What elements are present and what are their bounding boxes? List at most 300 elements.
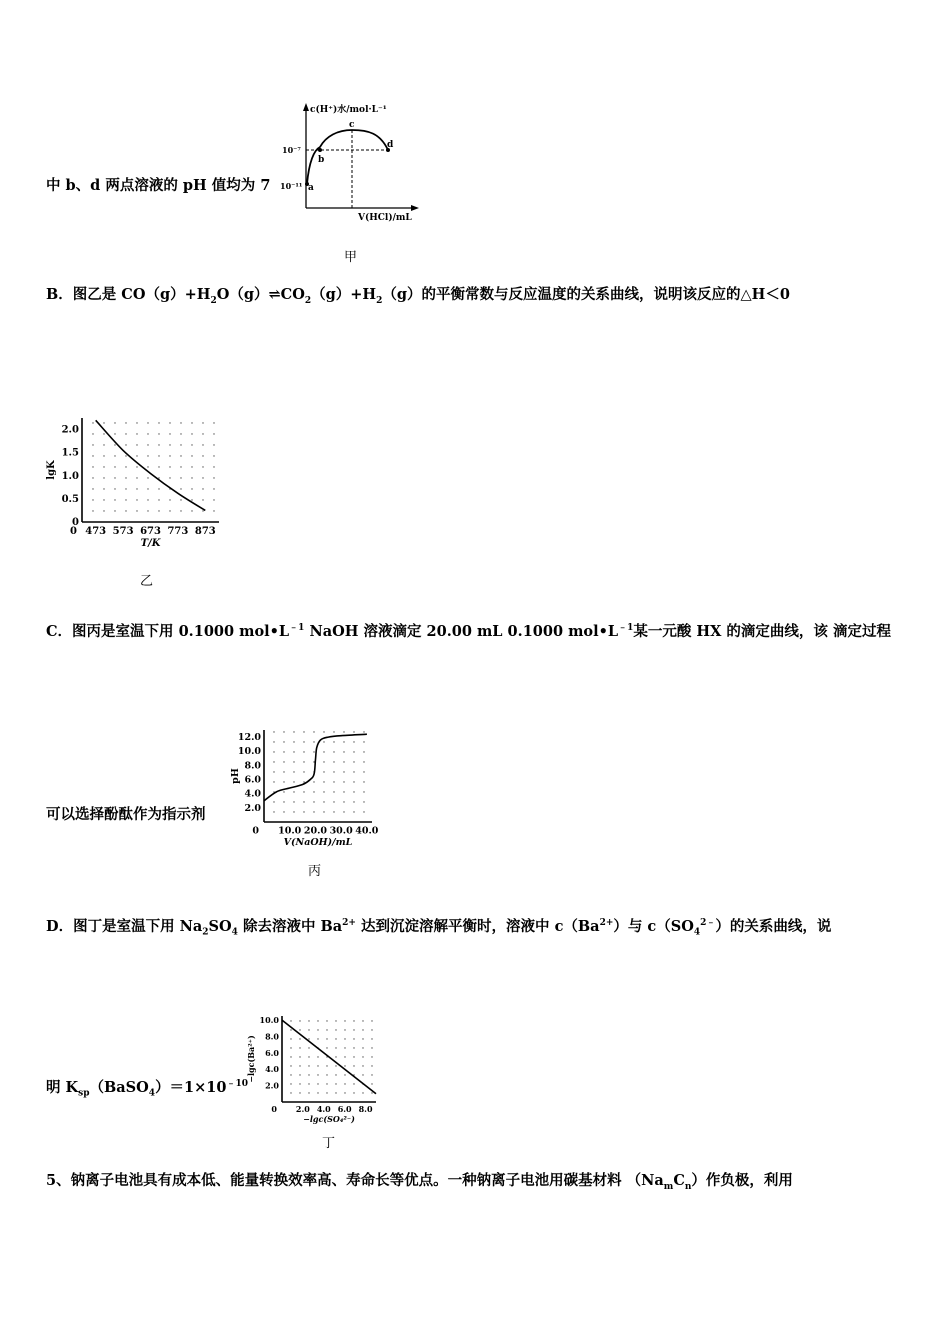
option-d-part: 达到沉淀溶解平衡时，溶液中 c（Ba: [355, 917, 600, 935]
grid-dot: [363, 781, 364, 782]
grid-dot: [299, 1083, 300, 1084]
grid-dot: [299, 1020, 300, 1021]
jia-ylabel: c(H⁺)水/mol·L⁻¹: [310, 105, 387, 115]
grid-dot: [308, 1065, 309, 1066]
grid-dot: [158, 455, 159, 456]
grid-dot: [317, 1074, 318, 1075]
grid-dot: [317, 1038, 318, 1039]
grid-dot: [343, 751, 344, 752]
grid-dot: [308, 1092, 309, 1093]
option-a-text: 中 b、d 两点溶液的 pH 值均为 7: [46, 177, 271, 194]
grid-dot: [114, 488, 115, 489]
grid-dot: [273, 761, 274, 762]
x-tick-label: 573: [112, 526, 134, 537]
grid-dot: [362, 1092, 363, 1093]
grid-dot: [103, 488, 104, 489]
grid-dot: [353, 731, 354, 732]
grid-dot: [103, 422, 104, 423]
option-d-sub: 4: [693, 927, 701, 938]
option-d-sub: 4: [231, 927, 238, 938]
figure-yi-svg: [44, 410, 234, 555]
option-b-part: B．图乙是 CO（g）+H: [46, 286, 211, 303]
grid-dot: [317, 1083, 318, 1084]
grid-dot: [147, 455, 148, 456]
grid-dot: [273, 781, 274, 782]
grid-dot: [114, 499, 115, 500]
grid-dot: [363, 761, 364, 762]
grid-dot: [290, 1056, 291, 1057]
grid-dot: [293, 741, 294, 742]
option-c-text-2: 可以选择酚酞作为指示剂: [46, 806, 206, 823]
grid-dot: [293, 761, 294, 762]
grid-dot: [180, 422, 181, 423]
grid-dot: [180, 499, 181, 500]
grid-dot: [343, 801, 344, 802]
option-d-sub: sp: [78, 1088, 90, 1099]
option-d-part: ）＝1×10: [155, 1078, 227, 1096]
jia-label-b: b: [318, 155, 325, 165]
grid-dot: [333, 731, 334, 732]
grid-dot: [317, 1029, 318, 1030]
y-tick-label: 2.0: [61, 424, 79, 436]
option-d-sup: 2+: [342, 918, 356, 928]
option-d-text: [46, 913, 831, 943]
x-tick-label: 773: [167, 526, 189, 537]
caption-yi: 乙: [140, 574, 154, 589]
grid-dot: [191, 510, 192, 511]
grid-dot: [92, 466, 93, 467]
x-axis-label: T/K: [140, 538, 161, 549]
question-5-part: ）作负极，利用: [691, 1172, 793, 1189]
grid-dot: [158, 444, 159, 445]
grid-dot: [299, 1029, 300, 1030]
grid-dot: [362, 1029, 363, 1030]
grid-dot: [308, 1047, 309, 1048]
y-tick-label: 1.0: [61, 470, 79, 482]
grid-dot: [103, 499, 104, 500]
grid-dot: [363, 771, 364, 772]
y-axis-label: −lgc(Ba²⁺): [246, 1035, 256, 1083]
grid-dot: [290, 1020, 291, 1021]
figure-bing: [232, 722, 392, 857]
grid-dot: [103, 477, 104, 478]
option-b-part: （g）+H: [311, 286, 377, 303]
grid-dot: [103, 466, 104, 467]
grid-dot: [158, 499, 159, 500]
grid-dot: [103, 433, 104, 434]
y-tick-label: 1.5: [61, 447, 79, 459]
grid-dot: [283, 801, 284, 802]
grid-dot: [92, 433, 93, 434]
origin-label: 0: [252, 825, 259, 837]
grid-dot: [317, 1020, 318, 1021]
grid-dot: [303, 751, 304, 752]
option-c-part: 某一元酸 HX 的滴定曲线，该 滴定过程: [633, 622, 891, 640]
grid-dot: [283, 751, 284, 752]
x-tick-label: 473: [85, 526, 107, 537]
grid-dot: [371, 1083, 372, 1084]
grid-dot: [125, 499, 126, 500]
grid-dot: [293, 791, 294, 792]
option-b-sub: 2: [304, 295, 312, 306]
grid-dot: [335, 1092, 336, 1093]
jia-xlabel: V(HCl)/mL: [358, 213, 412, 223]
grid-dot: [293, 731, 294, 732]
grid-dot: [191, 477, 192, 478]
x-axis-label: V(NaOH)/mL: [283, 837, 353, 848]
grid-dot: [180, 433, 181, 434]
jia-label-d: d: [387, 140, 394, 150]
x-tick-label: 10.0: [278, 825, 302, 837]
grid-dot: [363, 791, 364, 792]
grid-dot: [353, 1047, 354, 1048]
grid-dot: [169, 499, 170, 500]
grid-dot: [353, 1092, 354, 1093]
grid-dot: [335, 1056, 336, 1057]
grid-dot: [136, 488, 137, 489]
grid-dot: [343, 791, 344, 792]
grid-dot: [344, 1056, 345, 1057]
grid-dot: [299, 1065, 300, 1066]
data-curve: [282, 1020, 376, 1094]
question-5-text: [46, 1171, 793, 1197]
grid-dot: [290, 1047, 291, 1048]
grid-dot: [326, 1083, 327, 1084]
y-tick-label: 0.5: [61, 493, 79, 505]
grid-dot: [323, 771, 324, 772]
x-tick-label: 873: [194, 526, 216, 537]
y-tick-label: 6.0: [244, 774, 261, 786]
grid-dot: [344, 1065, 345, 1066]
jia-tick-1e7: 10⁻⁷: [282, 145, 301, 155]
caption-jia: 甲: [344, 250, 358, 265]
jia-y-arrow: [303, 103, 309, 111]
option-d-sub: 2: [202, 927, 209, 938]
grid-dot: [136, 499, 137, 500]
grid-dot: [114, 422, 115, 423]
data-curve: [264, 734, 367, 801]
option-d-part: ）与 c（SO: [613, 917, 694, 935]
grid-dot: [363, 801, 364, 802]
grid-dot: [303, 771, 304, 772]
jia-label-a: a: [308, 183, 314, 193]
grid-dot: [326, 1092, 327, 1093]
origin-label: 0: [271, 1104, 277, 1114]
option-d-sup: 2+: [599, 918, 614, 928]
grid-dot: [114, 466, 115, 467]
grid-dot: [326, 1047, 327, 1048]
grid-dot: [363, 751, 364, 752]
grid-dot: [169, 422, 170, 423]
y-tick-label: 2.0: [265, 1080, 279, 1091]
grid-dot: [147, 433, 148, 434]
grid-dot: [92, 499, 93, 500]
figure-jia-svg: [280, 100, 430, 230]
grid-dot: [283, 781, 284, 782]
x-tick-label: 6.0: [337, 1104, 352, 1114]
jia-point-b: [318, 148, 322, 152]
grid-dot: [125, 477, 126, 478]
grid-dot: [136, 433, 137, 434]
grid-dot: [158, 422, 159, 423]
grid-dot: [313, 731, 314, 732]
grid-dot: [191, 422, 192, 423]
grid-dot: [283, 811, 284, 812]
grid-dot: [343, 771, 344, 772]
option-d-sup: ﹣10: [226, 1079, 249, 1089]
figure-bing-svg: [232, 722, 392, 857]
data-curve: [96, 420, 206, 510]
option-d-sup: 2﹣: [700, 918, 716, 928]
grid-dot: [371, 1056, 372, 1057]
grid-dot: [213, 444, 214, 445]
figure-yi: [44, 410, 234, 555]
grid-dot: [290, 1074, 291, 1075]
grid-dot: [303, 801, 304, 802]
grid-dot: [308, 1029, 309, 1030]
grid-dot: [147, 444, 148, 445]
grid-dot: [169, 477, 170, 478]
grid-dot: [343, 761, 344, 762]
grid-dot: [333, 771, 334, 772]
grid-dot: [169, 433, 170, 434]
grid-dot: [353, 1083, 354, 1084]
grid-dot: [362, 1047, 363, 1048]
grid-dot: [335, 1083, 336, 1084]
grid-dot: [136, 455, 137, 456]
option-d-sub: 4: [148, 1088, 156, 1099]
grid-dot: [114, 455, 115, 456]
grid-dot: [299, 1056, 300, 1057]
grid-dot: [293, 781, 294, 782]
grid-dot: [273, 741, 274, 742]
grid-dot: [125, 510, 126, 511]
grid-dot: [92, 444, 93, 445]
grid-dot: [333, 741, 334, 742]
grid-dot: [273, 801, 274, 802]
grid-dot: [125, 422, 126, 423]
grid-dot: [308, 1056, 309, 1057]
grid-dot: [343, 811, 344, 812]
x-tick-label: 2.0: [295, 1104, 310, 1114]
x-axis-label: −lgc(SO₄²⁻): [303, 1114, 355, 1124]
grid-dot: [335, 1074, 336, 1075]
grid-dot: [283, 731, 284, 732]
grid-dot: [299, 1038, 300, 1039]
grid-dot: [136, 477, 137, 478]
grid-dot: [191, 455, 192, 456]
grid-dot: [202, 444, 203, 445]
option-d-part: D．图丁是室温下用 Na: [46, 917, 203, 935]
grid-dot: [114, 433, 115, 434]
grid-dot: [125, 444, 126, 445]
grid-dot: [92, 510, 93, 511]
grid-dot: [333, 751, 334, 752]
grid-dot: [333, 801, 334, 802]
grid-dot: [125, 488, 126, 489]
grid-dot: [317, 1092, 318, 1093]
grid-dot: [333, 781, 334, 782]
grid-dot: [180, 510, 181, 511]
grid-dot: [136, 510, 137, 511]
grid-dot: [326, 1074, 327, 1075]
grid-dot: [299, 1092, 300, 1093]
grid-dot: [362, 1074, 363, 1075]
grid-dot: [158, 466, 159, 467]
figure-ding: [244, 1010, 389, 1128]
grid-dot: [313, 751, 314, 752]
grid-dot: [313, 741, 314, 742]
grid-dot: [344, 1092, 345, 1093]
grid-dot: [273, 771, 274, 772]
grid-dot: [125, 466, 126, 467]
grid-dot: [158, 488, 159, 489]
grid-dot: [326, 1020, 327, 1021]
grid-dot: [191, 444, 192, 445]
option-c-sup: ﹣1: [618, 623, 634, 633]
x-tick-label: 4.0: [316, 1104, 331, 1114]
grid-dot: [213, 455, 214, 456]
caption-ding: 丁: [322, 1136, 336, 1151]
grid-dot: [125, 433, 126, 434]
grid-dot: [353, 1056, 354, 1057]
grid-dot: [344, 1020, 345, 1021]
grid-dot: [299, 1074, 300, 1075]
grid-dot: [344, 1083, 345, 1084]
grid-dot: [353, 801, 354, 802]
grid-dot: [362, 1056, 363, 1057]
grid-dot: [283, 761, 284, 762]
grid-dot: [103, 510, 104, 511]
grid-dot: [353, 791, 354, 792]
grid-dot: [136, 444, 137, 445]
grid-dot: [92, 422, 93, 423]
grid-dot: [299, 1047, 300, 1048]
grid-dot: [136, 466, 137, 467]
grid-dot: [191, 466, 192, 467]
grid-dot: [353, 1038, 354, 1039]
grid-dot: [323, 781, 324, 782]
grid-dot: [335, 1029, 336, 1030]
grid-dot: [273, 751, 274, 752]
grid-dot: [326, 1038, 327, 1039]
option-d-part: 除去溶液中 Ba: [237, 917, 343, 935]
figure-jia: [280, 100, 430, 230]
grid-dot: [353, 1020, 354, 1021]
x-tick-label: 8.0: [358, 1104, 373, 1114]
option-d-part: 明 K: [46, 1078, 79, 1096]
grid-dot: [371, 1074, 372, 1075]
grid-dot: [363, 731, 364, 732]
grid-dot: [333, 761, 334, 762]
grid-dot: [191, 433, 192, 434]
grid-dot: [136, 422, 137, 423]
grid-dot: [169, 466, 170, 467]
grid-dot: [308, 1020, 309, 1021]
option-b-part: （g）的平衡常数与反应温度的关系曲线，说明该反应的△H＜0: [382, 286, 790, 303]
y-axis-label: lgK: [46, 460, 57, 480]
grid-dot: [303, 761, 304, 762]
grid-dot: [169, 510, 170, 511]
grid-dot: [333, 811, 334, 812]
grid-dot: [362, 1038, 363, 1039]
grid-dot: [335, 1047, 336, 1048]
x-tick-label: 40.0: [355, 825, 379, 837]
grid-dot: [362, 1065, 363, 1066]
option-d-part: ）的关系曲线，说: [715, 917, 832, 935]
y-axis-label: pH: [230, 768, 241, 784]
grid-dot: [273, 731, 274, 732]
grid-dot: [147, 510, 148, 511]
grid-dot: [344, 1047, 345, 1048]
option-d-part: SO: [208, 917, 232, 935]
option-c-part: C．图丙是室温下用 0.1000 mol•L: [46, 622, 290, 640]
question-5-part: 5、钠离子电池具有成本低、能量转换效率高、寿命长等优点。一种钠离子电池用碳基材料 （Na: [46, 1172, 664, 1189]
grid-dot: [323, 741, 324, 742]
question-5-part: C: [673, 1172, 685, 1189]
grid-dot: [202, 477, 203, 478]
y-tick-label: 10.0: [259, 1015, 279, 1026]
grid-dot: [92, 477, 93, 478]
grid-dot: [371, 1020, 372, 1021]
grid-dot: [313, 811, 314, 812]
grid-dot: [180, 455, 181, 456]
grid-dot: [283, 771, 284, 772]
y-tick-label: 4.0: [244, 788, 261, 800]
grid-dot: [158, 433, 159, 434]
option-b-sub: 2: [210, 295, 217, 306]
grid-dot: [308, 1074, 309, 1075]
grid-dot: [303, 791, 304, 792]
grid-dot: [363, 741, 364, 742]
grid-dot: [283, 741, 284, 742]
jia-x-arrow: [411, 205, 419, 211]
grid-dot: [213, 510, 214, 511]
grid-dot: [103, 455, 104, 456]
grid-dot: [114, 510, 115, 511]
grid-dot: [335, 1065, 336, 1066]
grid-dot: [158, 477, 159, 478]
grid-dot: [335, 1020, 336, 1021]
grid-dot: [273, 811, 274, 812]
grid-dot: [323, 801, 324, 802]
grid-dot: [303, 781, 304, 782]
option-d-text-2: [46, 1074, 248, 1104]
grid-dot: [202, 455, 203, 456]
grid-dot: [353, 811, 354, 812]
grid-dot: [202, 488, 203, 489]
grid-dot: [303, 741, 304, 742]
grid-dot: [313, 791, 314, 792]
grid-dot: [353, 751, 354, 752]
grid-dot: [213, 477, 214, 478]
origin-label: 0: [70, 526, 77, 537]
grid-dot: [323, 791, 324, 792]
grid-dot: [147, 488, 148, 489]
option-c-text: [46, 618, 891, 642]
grid-dot: [147, 477, 148, 478]
grid-dot: [344, 1074, 345, 1075]
grid-dot: [363, 811, 364, 812]
grid-dot: [180, 488, 181, 489]
y-tick-label: 8.0: [265, 1031, 279, 1042]
grid-dot: [317, 1065, 318, 1066]
grid-dot: [371, 1038, 372, 1039]
grid-dot: [323, 751, 324, 752]
grid-dot: [371, 1065, 372, 1066]
x-tick-label: 20.0: [303, 825, 327, 837]
grid-dot: [323, 811, 324, 812]
